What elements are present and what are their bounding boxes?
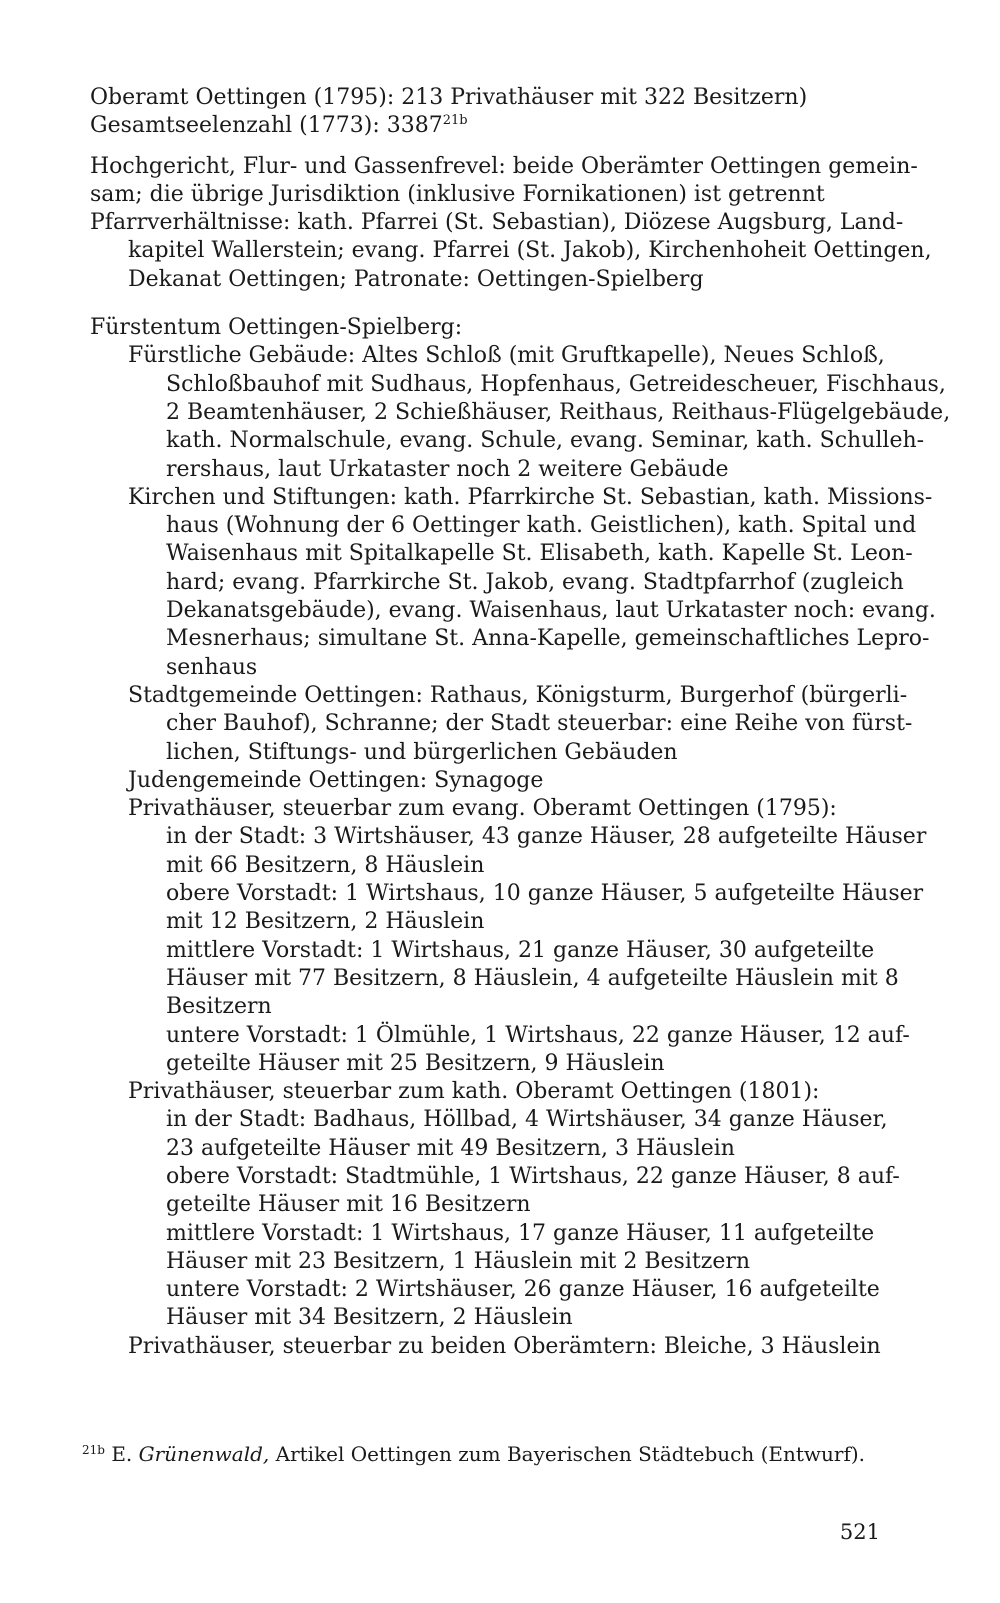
text-line: Dekanatsgebäude), evang. Waisenhaus, laut Urkataster noch: evang. (166, 598, 936, 624)
footnote-marker: 21b (82, 1443, 105, 1457)
footnote-author: Grünenwald, (138, 1442, 270, 1466)
text-line: kapitel Wallerstein; evang. Pfarrei (St. Jakob), Kirchenhoheit Oettingen, (128, 238, 932, 264)
text-line: mittlere Vorstadt: 1 Wirtshaus, 21 ganze Häuser, 30 aufgeteilte (166, 937, 875, 963)
text-line: Privathäuser, steuerbar zum evang. Oberamt Oettingen (1795): (128, 796, 837, 822)
text-line: Häuser mit 77 Besitzern, 8 Häuslein, 4 aufgeteilte Häuslein mit 8 (166, 965, 899, 991)
text-line: in der Stadt: Badhaus, Höllbad, 4 Wirtshäuser, 34 ganze Häuser, (166, 1107, 888, 1133)
text-line: mit 12 Besitzern, 2 Häuslein (166, 909, 485, 935)
text-line: Fürstliche Gebäude: Altes Schloß (mit Gruftkapelle), Neues Schloß, (128, 343, 885, 369)
text-line: Waisenhaus mit Spitalkapelle St. Elisabeth, kath. Kapelle St. Leon- (166, 541, 913, 567)
text-line: senhaus (166, 654, 258, 680)
page-number: 521 (839, 1520, 880, 1544)
text-line: mit 66 Besitzern, 8 Häuslein (166, 852, 485, 878)
body-text (90, 84, 951, 1361)
text-line: lichen, Stiftungs- und bürgerlichen Gebäuden (166, 739, 678, 765)
text-line: Privathäuser, steuerbar zum kath. Oberamt Oettingen (1801): (128, 1079, 820, 1105)
footnote-prefix: E. (111, 1442, 133, 1466)
text-line: haus (Wohnung der 6 Oettinger kath. Geistlichen), kath. Spital und (166, 513, 917, 539)
text-line: geteilte Häuser mit 16 Besitzern (166, 1192, 531, 1218)
text-line: Hochgericht, Flur- und Gassenfrevel: beide Oberämter Oettingen gemein- (90, 153, 918, 179)
text-line: sam; die übrige Jurisdiktion (inklusive Fornikationen) ist getrennt (90, 181, 825, 207)
text-line: cher Bauhof), Schranne; der Stadt steuerbar: eine Reihe von fürst- (166, 711, 913, 737)
section-heading: Fürstentum Oettingen-Spielberg: (90, 315, 463, 341)
text-line: Kirchen und Stiftungen: kath. Pfarrkirche St. Sebastian, kath. Missions- (128, 484, 933, 510)
text-line: Schloßbauhof mit Sudhaus, Hopfenhaus, Getreidescheuer, Fischhaus, (166, 371, 946, 397)
text-line: kath. Normalschule, evang. Schule, evang. Seminar, kath. Schulleh- (166, 428, 925, 454)
text-line: Oberamt Oettingen (1795): 213 Privathäuser mit 322 Besitzern) (90, 85, 808, 110)
text-line: Stadtgemeinde Oettingen: Rathaus, Königsturm, Burgerhof (bürgerli- (128, 682, 908, 708)
text-line: Privathäuser, steuerbar zu beiden Oberämtern: Bleiche, 3 Häuslein (128, 1333, 881, 1359)
text-line: mittlere Vorstadt: 1 Wirtshaus, 17 ganze Häuser, 11 aufgeteilte (166, 1220, 875, 1246)
text-line: 2 Beamtenhäuser, 2 Schießhäuser, Reithaus, Reithaus-Flügelgebäude, (166, 399, 951, 425)
footnote (82, 1440, 912, 1468)
text-line: Häuser mit 23 Besitzern, 1 Häuslein mit 2 Besitzern (166, 1248, 751, 1274)
footnote-ref: 21b (442, 113, 468, 129)
text-line: Pfarrverhältnisse: kath. Pfarrei (St. Sebastian), Diözese Augsburg, Land- (90, 210, 904, 236)
text-line: obere Vorstadt: 1 Wirtshaus, 10 ganze Häuser, 5 aufgeteilte Häuser (166, 881, 924, 907)
footnote-text: Artikel Oettingen zum Bayerischen Städtebuch (Entwurf). (275, 1442, 866, 1466)
text-line: Häuser mit 34 Besitzern, 2 Häuslein (166, 1305, 573, 1331)
text-line: 23 aufgeteilte Häuser mit 49 Besitzern, 3 Häuslein (166, 1135, 735, 1161)
text-line (90, 112, 910, 140)
text-line: Besitzern (166, 994, 272, 1020)
text-line: Dekanat Oettingen; Patronate: Oettingen-Spielberg (128, 266, 704, 292)
text-line: Mesnerhaus; simultane St. Anna-Kapelle, gemeinschaftliches Lepro- (166, 626, 930, 652)
text-line: Judengemeinde Oettingen: Synagoge (128, 767, 544, 793)
text-line: hard; evang. Pfarrkirche St. Jakob, evang. Stadtpfarrhof (zugleich (166, 569, 904, 595)
text-line: geteilte Häuser mit 25 Besitzern, 9 Häuslein (166, 1050, 665, 1076)
text-line: rershaus, laut Urkataster noch 2 weitere Gebäude (166, 456, 729, 482)
text-line: untere Vorstadt: 1 Ölmühle, 1 Wirtshaus, 22 ganze Häuser, 12 auf- (166, 1022, 910, 1048)
text-line: in der Stadt: 3 Wirtshäuser, 43 ganze Häuser, 28 aufgeteilte Häuser (166, 824, 927, 850)
text-line: untere Vorstadt: 2 Wirtshäuser, 26 ganze Häuser, 16 aufgeteilte (166, 1277, 880, 1303)
seelenzahl-text: Gesamtseelenzahl (1773): 3387 (90, 113, 443, 139)
text-line: obere Vorstadt: Stadtmühle, 1 Wirtshaus, 22 ganze Häuser, 8 auf- (166, 1163, 900, 1189)
